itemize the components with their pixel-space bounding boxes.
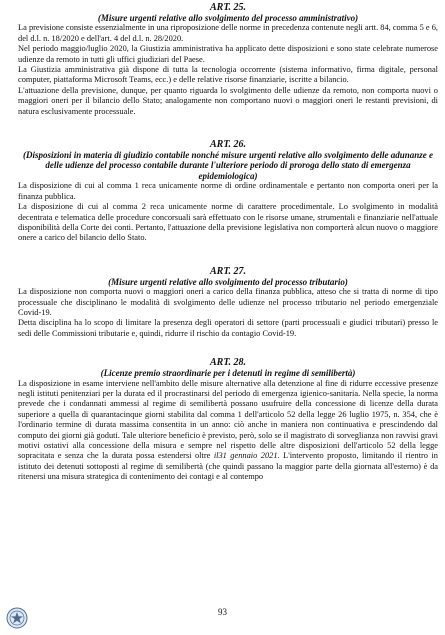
article-28-paragraph <box>18 379 438 483</box>
article-25-paragraph: L'attuazione della previsione, dunque, per quanto riguarda lo svolgimento delle udienze da remoto, non comporta nuovi o maggiori oneri per il bilancio dello Stato; analogamente non comportano nuovi o maggiori oneri le restanti previsioni, di natura esclusivamente processuale. <box>18 85 438 116</box>
article-25-paragraph: Nel periodo maggio/luglio 2020, la Giustizia amministrativa ha applicato dette disposizioni e sono state celebrate numerose udienze da remoto in tutti gli uffici giudiziari del Paese. <box>18 44 438 64</box>
article-25-subtitle: (Misure urgenti relative allo svolgimento del processo amministrativo) <box>97 13 359 23</box>
article-25-paragraph: La Giustizia amministrativa già dispone di tutta la tecnologia occorrente (sistema informativo, firma digitale, personal computer, piattaforma Microsoft Teams, ecc.) e delle relative risorse finanziarie, iscritte a bilancio. <box>18 65 438 85</box>
article-27-subtitle: (Misure urgenti relative allo svolgimento del processo tributario) <box>108 276 348 287</box>
article-27-paragraph: La disposizione non comporta nuovi o maggiori oneri a carico della finanza pubblica, atteso che si tratta di norme di tipo processuale che disciplinano le modalità di svolgimento delle udienze nel processo tributario nel periodo emergenziale Covid-19. <box>18 287 438 317</box>
page-number: 93 <box>218 607 227 617</box>
article-27-title: ART. 27. <box>209 265 247 277</box>
article-28-title: ART. 28. <box>209 357 247 369</box>
article-26-title: ART. 26. <box>209 139 247 151</box>
article-25-paragraph: La previsione consiste essenzialmente in una riproposizione delle norme in precedenza contenute negli artt. 84, comma 5 e 6, del d.l. n. 18/2020 e dell'art. 4 del d.l. n. 28/2020. <box>18 23 438 43</box>
article-26 <box>18 139 438 244</box>
article-26-paragraph: La disposizione di cui al comma 1 reca unicamente norme di ordine ordinamentale e pertanto non comporta oneri per la finanza pubblica. <box>18 181 438 201</box>
article-28-text-part: . L'intervento proposto, limitando il rientro in istituto dei detenuti sottoposti al regime di semilibertà (che quindi passano la maggior parte della giornata all'esterno) è da ritenersi una misura strategica di contenimento dei contagi e al contempo <box>18 451 438 482</box>
article-25 <box>18 2 438 117</box>
article-27 <box>18 266 438 339</box>
article-28-subtitle: (Licenze premio straordinarie per i detenuti in regime di semilibertà) <box>100 368 356 379</box>
article-26-subtitle: (Disposizioni in materia di giudizio contabile nonché misure urgenti relative allo svolgimento delle adunanze e delle udienze del processo contabile durante l'ulteriore periodo di proroga dello stato di emergenza epidemiologica) <box>22 150 434 181</box>
article-26-paragraph: La disposizione di cui al comma 2 reca unicamente norme di carattere procedimentale. Lo svolgimento in modalità decentrata e telematica delle procedure concorsuali sarà effettuato con le risorse umane, strumentali e finanziarie nell'attuale disponibilità della Corte dei conti. Pertanto, l'attuazione della previsione legislativa non comporterà alcun nuovo o maggiore onere a carico del bilancio dello Stato. <box>18 202 438 243</box>
article-28 <box>18 357 438 482</box>
article-25-title: ART. 25. <box>209 2 247 13</box>
article-28-date-emphasis: il31 gennaio 2021 <box>213 451 278 461</box>
document-page <box>18 2 438 483</box>
article-27-paragraph: Detta disciplina ha lo scopo di limitare la presenza degli operatori di settore (parti processuali e giudici tributari) presso le sedi delle Commissioni tributarie e, quindi, ridurre il rischio da contagio Covid-19. <box>18 318 438 338</box>
article-28-text-part: La disposizione in esame interviene nell'ambito delle misure alternative alla detenzione al fine di ridurre eccessive presenze negli istituti penitenziari per la durata ed il procrastinarsi del periodo di emergenza igienico-sanitaria. Nella specie, la norma prevede che i condannati ammessi al regime di semilibertà possano usufruire della concessione di licenze della durata superiore a quella di quarantacinque giorni stabilita dal comma 1 dell'articolo 52 della legge 26 luglio 1975, n. 354, che è l'ordinario termine di durata massima consentita in un anno: ciò anche in maniera non continuativa e prescindendo dal computo dei giorni già goduti. Tale ulteriore beneficio è previsto, però, solo se il magistrato di sorveglianza non ravvisi gravi motivi ostativi alla concessione della misura e sempre nel rispetto delle altre disposizioni dell'articolo 52 della legge sopracitata e senza che la durata possa estendersi oltre <box>18 378 438 461</box>
